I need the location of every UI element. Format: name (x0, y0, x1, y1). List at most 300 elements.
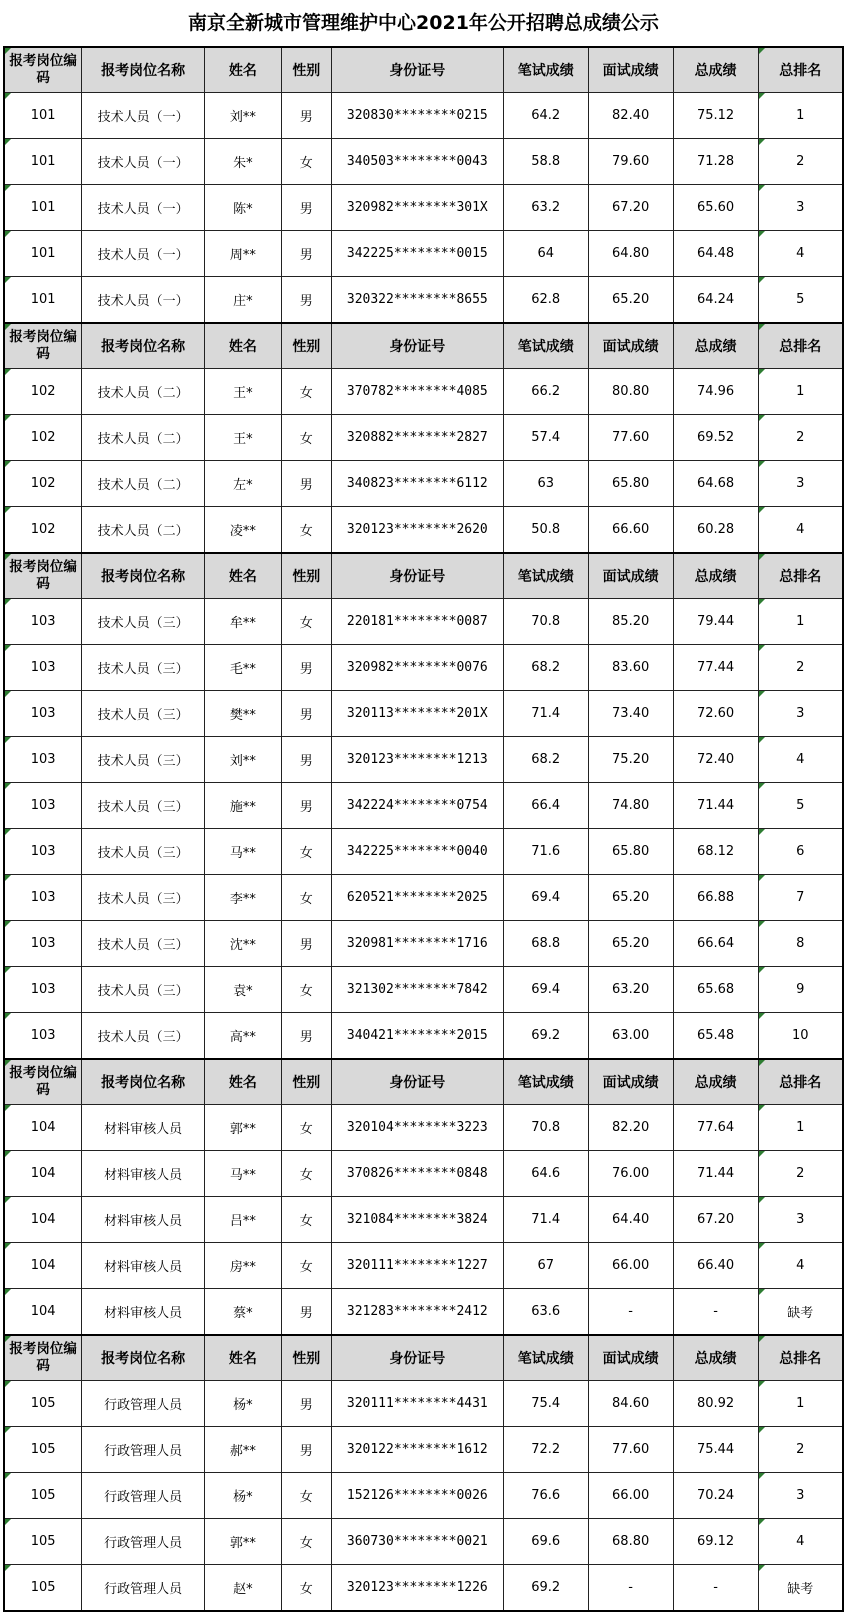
cell-total-score: - (673, 1565, 758, 1612)
cell-rank: 8 (758, 921, 843, 967)
cell-position-name: 技术人员（三） (82, 737, 205, 783)
cell-written-score: 58.8 (503, 139, 588, 185)
table-row (4, 645, 843, 691)
cell-interview-score: - (588, 1289, 673, 1336)
table-row (4, 1105, 843, 1151)
cell-id-number: 320104********3223 (331, 1105, 503, 1151)
cell-name: 李** (205, 875, 282, 921)
table-row (4, 1013, 843, 1060)
cell-position-code: 103 (4, 1013, 82, 1060)
cell-id-number: 320123********1226 (331, 1565, 503, 1612)
header-position-name: 报考岗位名称 (82, 323, 205, 369)
cell-rank: 10 (758, 1013, 843, 1060)
cell-interview-score: 84.60 (588, 1381, 673, 1427)
cell-id-number: 370782********4085 (331, 369, 503, 415)
header-row (4, 323, 843, 369)
table-row (4, 139, 843, 185)
cell-name: 房** (205, 1243, 282, 1289)
table-row (4, 1427, 843, 1473)
cell-position-code: 103 (4, 829, 82, 875)
cell-written-score: 63 (503, 461, 588, 507)
cell-written-score: 64.6 (503, 1151, 588, 1197)
cell-gender: 男 (281, 185, 331, 231)
cell-interview-score: 65.80 (588, 829, 673, 875)
cell-position-name: 技术人员（三） (82, 1013, 205, 1060)
cell-position-code: 105 (4, 1473, 82, 1519)
table-row (4, 1151, 843, 1197)
cell-gender: 女 (281, 829, 331, 875)
cell-rank: 1 (758, 369, 843, 415)
cell-id-number: 320111********4431 (331, 1381, 503, 1427)
cell-total-score: 71.28 (673, 139, 758, 185)
cell-gender: 男 (281, 645, 331, 691)
cell-position-code: 105 (4, 1381, 82, 1427)
header-position-code: 报考岗位编码 (4, 1059, 82, 1105)
cell-position-name: 行政管理人员 (82, 1565, 205, 1612)
cell-position-code: 103 (4, 691, 82, 737)
cell-position-code: 102 (4, 461, 82, 507)
score-table (3, 46, 844, 1612)
table-row (4, 1519, 843, 1565)
table-row (4, 93, 843, 139)
table-row (4, 1289, 843, 1336)
cell-name: 凌** (205, 507, 282, 554)
cell-total-score: 60.28 (673, 507, 758, 554)
cell-position-name: 技术人员（三） (82, 921, 205, 967)
cell-rank: 1 (758, 1381, 843, 1427)
cell-id-number: 320111********1227 (331, 1243, 503, 1289)
cell-name: 毛** (205, 645, 282, 691)
cell-written-score: 69.2 (503, 1565, 588, 1612)
cell-position-code: 105 (4, 1565, 82, 1612)
cell-position-name: 材料审核人员 (82, 1105, 205, 1151)
header-rank: 总排名 (758, 1335, 843, 1381)
cell-rank: 6 (758, 829, 843, 875)
cell-id-number: 620521********2025 (331, 875, 503, 921)
cell-position-name: 技术人员（二） (82, 461, 205, 507)
cell-gender: 女 (281, 599, 331, 645)
header-written-score: 笔试成绩 (503, 1335, 588, 1381)
table-row (4, 691, 843, 737)
cell-gender: 女 (281, 967, 331, 1013)
cell-written-score: 64 (503, 231, 588, 277)
cell-name: 郭** (205, 1519, 282, 1565)
header-total-score: 总成绩 (673, 1059, 758, 1105)
cell-rank: 4 (758, 507, 843, 554)
header-position-code: 报考岗位编码 (4, 323, 82, 369)
header-total-score: 总成绩 (673, 1335, 758, 1381)
cell-id-number: 320830********0215 (331, 93, 503, 139)
cell-position-code: 103 (4, 599, 82, 645)
cell-name: 沈** (205, 921, 282, 967)
cell-gender: 男 (281, 783, 331, 829)
cell-total-score: 72.60 (673, 691, 758, 737)
cell-interview-score: 75.20 (588, 737, 673, 783)
header-gender: 性别 (281, 1335, 331, 1381)
page-title: 南京全新城市管理维护中心2021年公开招聘总成绩公示 (188, 12, 659, 34)
cell-interview-score: 77.60 (588, 415, 673, 461)
cell-interview-score: 74.80 (588, 783, 673, 829)
table-row (4, 967, 843, 1013)
header-position-name: 报考岗位名称 (82, 553, 205, 599)
cell-name: 牟** (205, 599, 282, 645)
cell-position-name: 行政管理人员 (82, 1381, 205, 1427)
table-row (4, 1473, 843, 1519)
cell-name: 左* (205, 461, 282, 507)
header-rank: 总排名 (758, 553, 843, 599)
cell-written-score: 70.8 (503, 1105, 588, 1151)
cell-id-number: 342225********0015 (331, 231, 503, 277)
header-id-number: 身份证号 (331, 323, 503, 369)
cell-rank: 7 (758, 875, 843, 921)
cell-total-score: - (673, 1289, 758, 1336)
cell-total-score: 65.68 (673, 967, 758, 1013)
header-id-number: 身份证号 (331, 1059, 503, 1105)
cell-name: 杨* (205, 1473, 282, 1519)
header-total-score: 总成绩 (673, 47, 758, 93)
cell-id-number: 320123********1213 (331, 737, 503, 783)
cell-gender: 女 (281, 1243, 331, 1289)
cell-gender: 男 (281, 1289, 331, 1336)
cell-position-code: 105 (4, 1519, 82, 1565)
cell-written-score: 69.4 (503, 875, 588, 921)
cell-position-name: 技术人员（三） (82, 829, 205, 875)
cell-position-code: 101 (4, 277, 82, 324)
cell-position-name: 行政管理人员 (82, 1519, 205, 1565)
cell-total-score: 66.40 (673, 1243, 758, 1289)
cell-written-score: 68.8 (503, 921, 588, 967)
table-row (4, 1197, 843, 1243)
cell-position-name: 技术人员（一） (82, 277, 205, 324)
header-id-number: 身份证号 (331, 553, 503, 599)
table-row (4, 461, 843, 507)
cell-written-score: 68.2 (503, 645, 588, 691)
header-interview-score: 面试成绩 (588, 553, 673, 599)
cell-written-score: 66.4 (503, 783, 588, 829)
cell-written-score: 66.2 (503, 369, 588, 415)
cell-position-code: 102 (4, 369, 82, 415)
cell-interview-score: 65.20 (588, 921, 673, 967)
header-position-name: 报考岗位名称 (82, 47, 205, 93)
cell-total-score: 65.48 (673, 1013, 758, 1060)
header-position-name: 报考岗位名称 (82, 1335, 205, 1381)
cell-id-number: 152126********0026 (331, 1473, 503, 1519)
header-written-score: 笔试成绩 (503, 1059, 588, 1105)
cell-position-name: 行政管理人员 (82, 1473, 205, 1519)
cell-position-code: 103 (4, 783, 82, 829)
cell-rank: 2 (758, 1151, 843, 1197)
header-written-score: 笔试成绩 (503, 323, 588, 369)
cell-position-name: 技术人员（一） (82, 185, 205, 231)
header-interview-score: 面试成绩 (588, 1059, 673, 1105)
cell-interview-score: - (588, 1565, 673, 1612)
cell-id-number: 370826********0848 (331, 1151, 503, 1197)
cell-gender: 男 (281, 231, 331, 277)
header-position-code: 报考岗位编码 (4, 47, 82, 93)
cell-position-code: 104 (4, 1289, 82, 1336)
cell-name: 陈* (205, 185, 282, 231)
cell-interview-score: 80.80 (588, 369, 673, 415)
cell-position-code: 103 (4, 875, 82, 921)
cell-gender: 男 (281, 691, 331, 737)
table-row (4, 599, 843, 645)
cell-rank: 3 (758, 691, 843, 737)
cell-rank: 1 (758, 599, 843, 645)
cell-position-code: 104 (4, 1197, 82, 1243)
cell-gender: 女 (281, 1105, 331, 1151)
cell-name: 袁* (205, 967, 282, 1013)
cell-position-name: 技术人员（三） (82, 599, 205, 645)
cell-name: 刘** (205, 737, 282, 783)
cell-gender: 男 (281, 1427, 331, 1473)
cell-id-number: 340823********6112 (331, 461, 503, 507)
cell-id-number: 340503********0043 (331, 139, 503, 185)
cell-gender: 男 (281, 1013, 331, 1060)
table-row (4, 737, 843, 783)
cell-gender: 男 (281, 461, 331, 507)
cell-total-score: 79.44 (673, 599, 758, 645)
cell-name: 周** (205, 231, 282, 277)
cell-interview-score: 77.60 (588, 1427, 673, 1473)
cell-id-number: 320982********0076 (331, 645, 503, 691)
cell-interview-score: 65.20 (588, 277, 673, 324)
cell-total-score: 71.44 (673, 783, 758, 829)
header-row (4, 553, 843, 599)
cell-gender: 男 (281, 93, 331, 139)
cell-total-score: 69.12 (673, 1519, 758, 1565)
cell-position-name: 技术人员（二） (82, 369, 205, 415)
cell-gender: 女 (281, 415, 331, 461)
cell-written-score: 68.2 (503, 737, 588, 783)
table-row (4, 921, 843, 967)
table-row (4, 277, 843, 324)
header-position-code: 报考岗位编码 (4, 553, 82, 599)
cell-position-name: 材料审核人员 (82, 1289, 205, 1336)
header-name: 姓名 (205, 1335, 282, 1381)
cell-position-name: 材料审核人员 (82, 1243, 205, 1289)
cell-rank: 缺考 (758, 1289, 843, 1336)
cell-gender: 男 (281, 921, 331, 967)
cell-rank: 5 (758, 783, 843, 829)
cell-position-code: 105 (4, 1427, 82, 1473)
cell-gender: 女 (281, 875, 331, 921)
cell-id-number: 320113********201X (331, 691, 503, 737)
cell-interview-score: 65.20 (588, 875, 673, 921)
cell-position-code: 101 (4, 93, 82, 139)
cell-position-code: 103 (4, 645, 82, 691)
header-name: 姓名 (205, 323, 282, 369)
cell-position-code: 102 (4, 415, 82, 461)
cell-position-code: 103 (4, 737, 82, 783)
cell-rank: 3 (758, 1473, 843, 1519)
cell-gender: 女 (281, 1197, 331, 1243)
table-row (4, 1243, 843, 1289)
cell-rank: 3 (758, 185, 843, 231)
cell-written-score: 69.6 (503, 1519, 588, 1565)
cell-position-name: 技术人员（二） (82, 415, 205, 461)
cell-total-score: 72.40 (673, 737, 758, 783)
cell-id-number: 320123********2620 (331, 507, 503, 554)
cell-position-name: 技术人员（二） (82, 507, 205, 554)
header-interview-score: 面试成绩 (588, 323, 673, 369)
cell-written-score: 71.6 (503, 829, 588, 875)
cell-total-score: 66.64 (673, 921, 758, 967)
header-position-name: 报考岗位名称 (82, 1059, 205, 1105)
cell-id-number: 340421********2015 (331, 1013, 503, 1060)
cell-rank: 2 (758, 415, 843, 461)
cell-total-score: 64.24 (673, 277, 758, 324)
cell-total-score: 77.44 (673, 645, 758, 691)
cell-gender: 男 (281, 1381, 331, 1427)
table-row (4, 185, 843, 231)
cell-id-number: 342225********0040 (331, 829, 503, 875)
header-id-number: 身份证号 (331, 47, 503, 93)
cell-position-code: 103 (4, 921, 82, 967)
table-row (4, 1565, 843, 1612)
cell-gender: 女 (281, 139, 331, 185)
cell-written-score: 71.4 (503, 691, 588, 737)
cell-name: 朱* (205, 139, 282, 185)
cell-id-number: 320981********1716 (331, 921, 503, 967)
cell-id-number: 321283********2412 (331, 1289, 503, 1336)
cell-position-code: 101 (4, 139, 82, 185)
header-id-number: 身份证号 (331, 1335, 503, 1381)
cell-rank: 4 (758, 1243, 843, 1289)
header-row (4, 1059, 843, 1105)
cell-rank: 3 (758, 1197, 843, 1243)
cell-interview-score: 64.80 (588, 231, 673, 277)
cell-name: 刘** (205, 93, 282, 139)
cell-total-score: 74.96 (673, 369, 758, 415)
cell-rank: 9 (758, 967, 843, 1013)
cell-name: 马** (205, 1151, 282, 1197)
cell-written-score: 70.8 (503, 599, 588, 645)
cell-gender: 女 (281, 1151, 331, 1197)
table-body (4, 47, 843, 1611)
header-rank: 总排名 (758, 1059, 843, 1105)
cell-total-score: 67.20 (673, 1197, 758, 1243)
header-interview-score: 面试成绩 (588, 47, 673, 93)
cell-id-number: 321302********7842 (331, 967, 503, 1013)
cell-position-name: 技术人员（三） (82, 875, 205, 921)
cell-interview-score: 63.20 (588, 967, 673, 1013)
cell-position-name: 技术人员（一） (82, 93, 205, 139)
header-row (4, 47, 843, 93)
cell-interview-score: 79.60 (588, 139, 673, 185)
cell-written-score: 75.4 (503, 1381, 588, 1427)
header-total-score: 总成绩 (673, 323, 758, 369)
table-row (4, 829, 843, 875)
table-row (4, 231, 843, 277)
cell-position-code: 103 (4, 967, 82, 1013)
cell-position-name: 行政管理人员 (82, 1427, 205, 1473)
header-gender: 性别 (281, 47, 331, 93)
cell-position-code: 101 (4, 185, 82, 231)
cell-written-score: 76.6 (503, 1473, 588, 1519)
cell-written-score: 63.2 (503, 185, 588, 231)
header-name: 姓名 (205, 47, 282, 93)
cell-rank: 2 (758, 1427, 843, 1473)
table-row (4, 507, 843, 554)
header-name: 姓名 (205, 553, 282, 599)
header-position-code: 报考岗位编码 (4, 1335, 82, 1381)
cell-name: 马** (205, 829, 282, 875)
cell-position-code: 101 (4, 231, 82, 277)
cell-position-name: 技术人员（三） (82, 645, 205, 691)
cell-gender: 男 (281, 737, 331, 783)
cell-id-number: 220181********0087 (331, 599, 503, 645)
cell-rank: 1 (758, 1105, 843, 1151)
cell-name: 王* (205, 415, 282, 461)
cell-rank: 3 (758, 461, 843, 507)
cell-name: 郭** (205, 1105, 282, 1151)
cell-interview-score: 67.20 (588, 185, 673, 231)
cell-position-name: 材料审核人员 (82, 1151, 205, 1197)
cell-rank: 4 (758, 231, 843, 277)
header-gender: 性别 (281, 553, 331, 599)
cell-position-code: 102 (4, 507, 82, 554)
cell-position-name: 技术人员（三） (82, 783, 205, 829)
header-written-score: 笔试成绩 (503, 553, 588, 599)
cell-name: 杨* (205, 1381, 282, 1427)
cell-written-score: 69.4 (503, 967, 588, 1013)
header-rank: 总排名 (758, 47, 843, 93)
cell-written-score: 57.4 (503, 415, 588, 461)
cell-position-code: 104 (4, 1243, 82, 1289)
cell-written-score: 63.6 (503, 1289, 588, 1336)
cell-id-number: 320122********1612 (331, 1427, 503, 1473)
cell-rank: 1 (758, 93, 843, 139)
cell-gender: 男 (281, 277, 331, 324)
cell-total-score: 68.12 (673, 829, 758, 875)
cell-total-score: 80.92 (673, 1381, 758, 1427)
cell-rank: 2 (758, 139, 843, 185)
table-row (4, 1381, 843, 1427)
cell-interview-score: 66.00 (588, 1473, 673, 1519)
cell-position-name: 技术人员（一） (82, 139, 205, 185)
cell-name: 樊** (205, 691, 282, 737)
cell-interview-score: 64.40 (588, 1197, 673, 1243)
header-rank: 总排名 (758, 323, 843, 369)
cell-total-score: 66.88 (673, 875, 758, 921)
cell-written-score: 62.8 (503, 277, 588, 324)
cell-name: 蔡* (205, 1289, 282, 1336)
cell-total-score: 75.12 (673, 93, 758, 139)
cell-name: 吕** (205, 1197, 282, 1243)
cell-id-number: 320882********2827 (331, 415, 503, 461)
cell-interview-score: 76.00 (588, 1151, 673, 1197)
cell-total-score: 75.44 (673, 1427, 758, 1473)
cell-name: 高** (205, 1013, 282, 1060)
cell-interview-score: 82.20 (588, 1105, 673, 1151)
cell-position-code: 104 (4, 1105, 82, 1151)
table-row (4, 369, 843, 415)
cell-interview-score: 83.60 (588, 645, 673, 691)
cell-written-score: 64.2 (503, 93, 588, 139)
cell-total-score: 64.48 (673, 231, 758, 277)
cell-total-score: 70.24 (673, 1473, 758, 1519)
cell-interview-score: 63.00 (588, 1013, 673, 1060)
cell-total-score: 77.64 (673, 1105, 758, 1151)
cell-interview-score: 66.60 (588, 507, 673, 554)
cell-position-name: 技术人员（三） (82, 967, 205, 1013)
table-row (4, 875, 843, 921)
cell-written-score: 69.2 (503, 1013, 588, 1060)
cell-rank: 5 (758, 277, 843, 324)
cell-name: 王* (205, 369, 282, 415)
cell-name: 赵* (205, 1565, 282, 1612)
cell-id-number: 342224********0754 (331, 783, 503, 829)
